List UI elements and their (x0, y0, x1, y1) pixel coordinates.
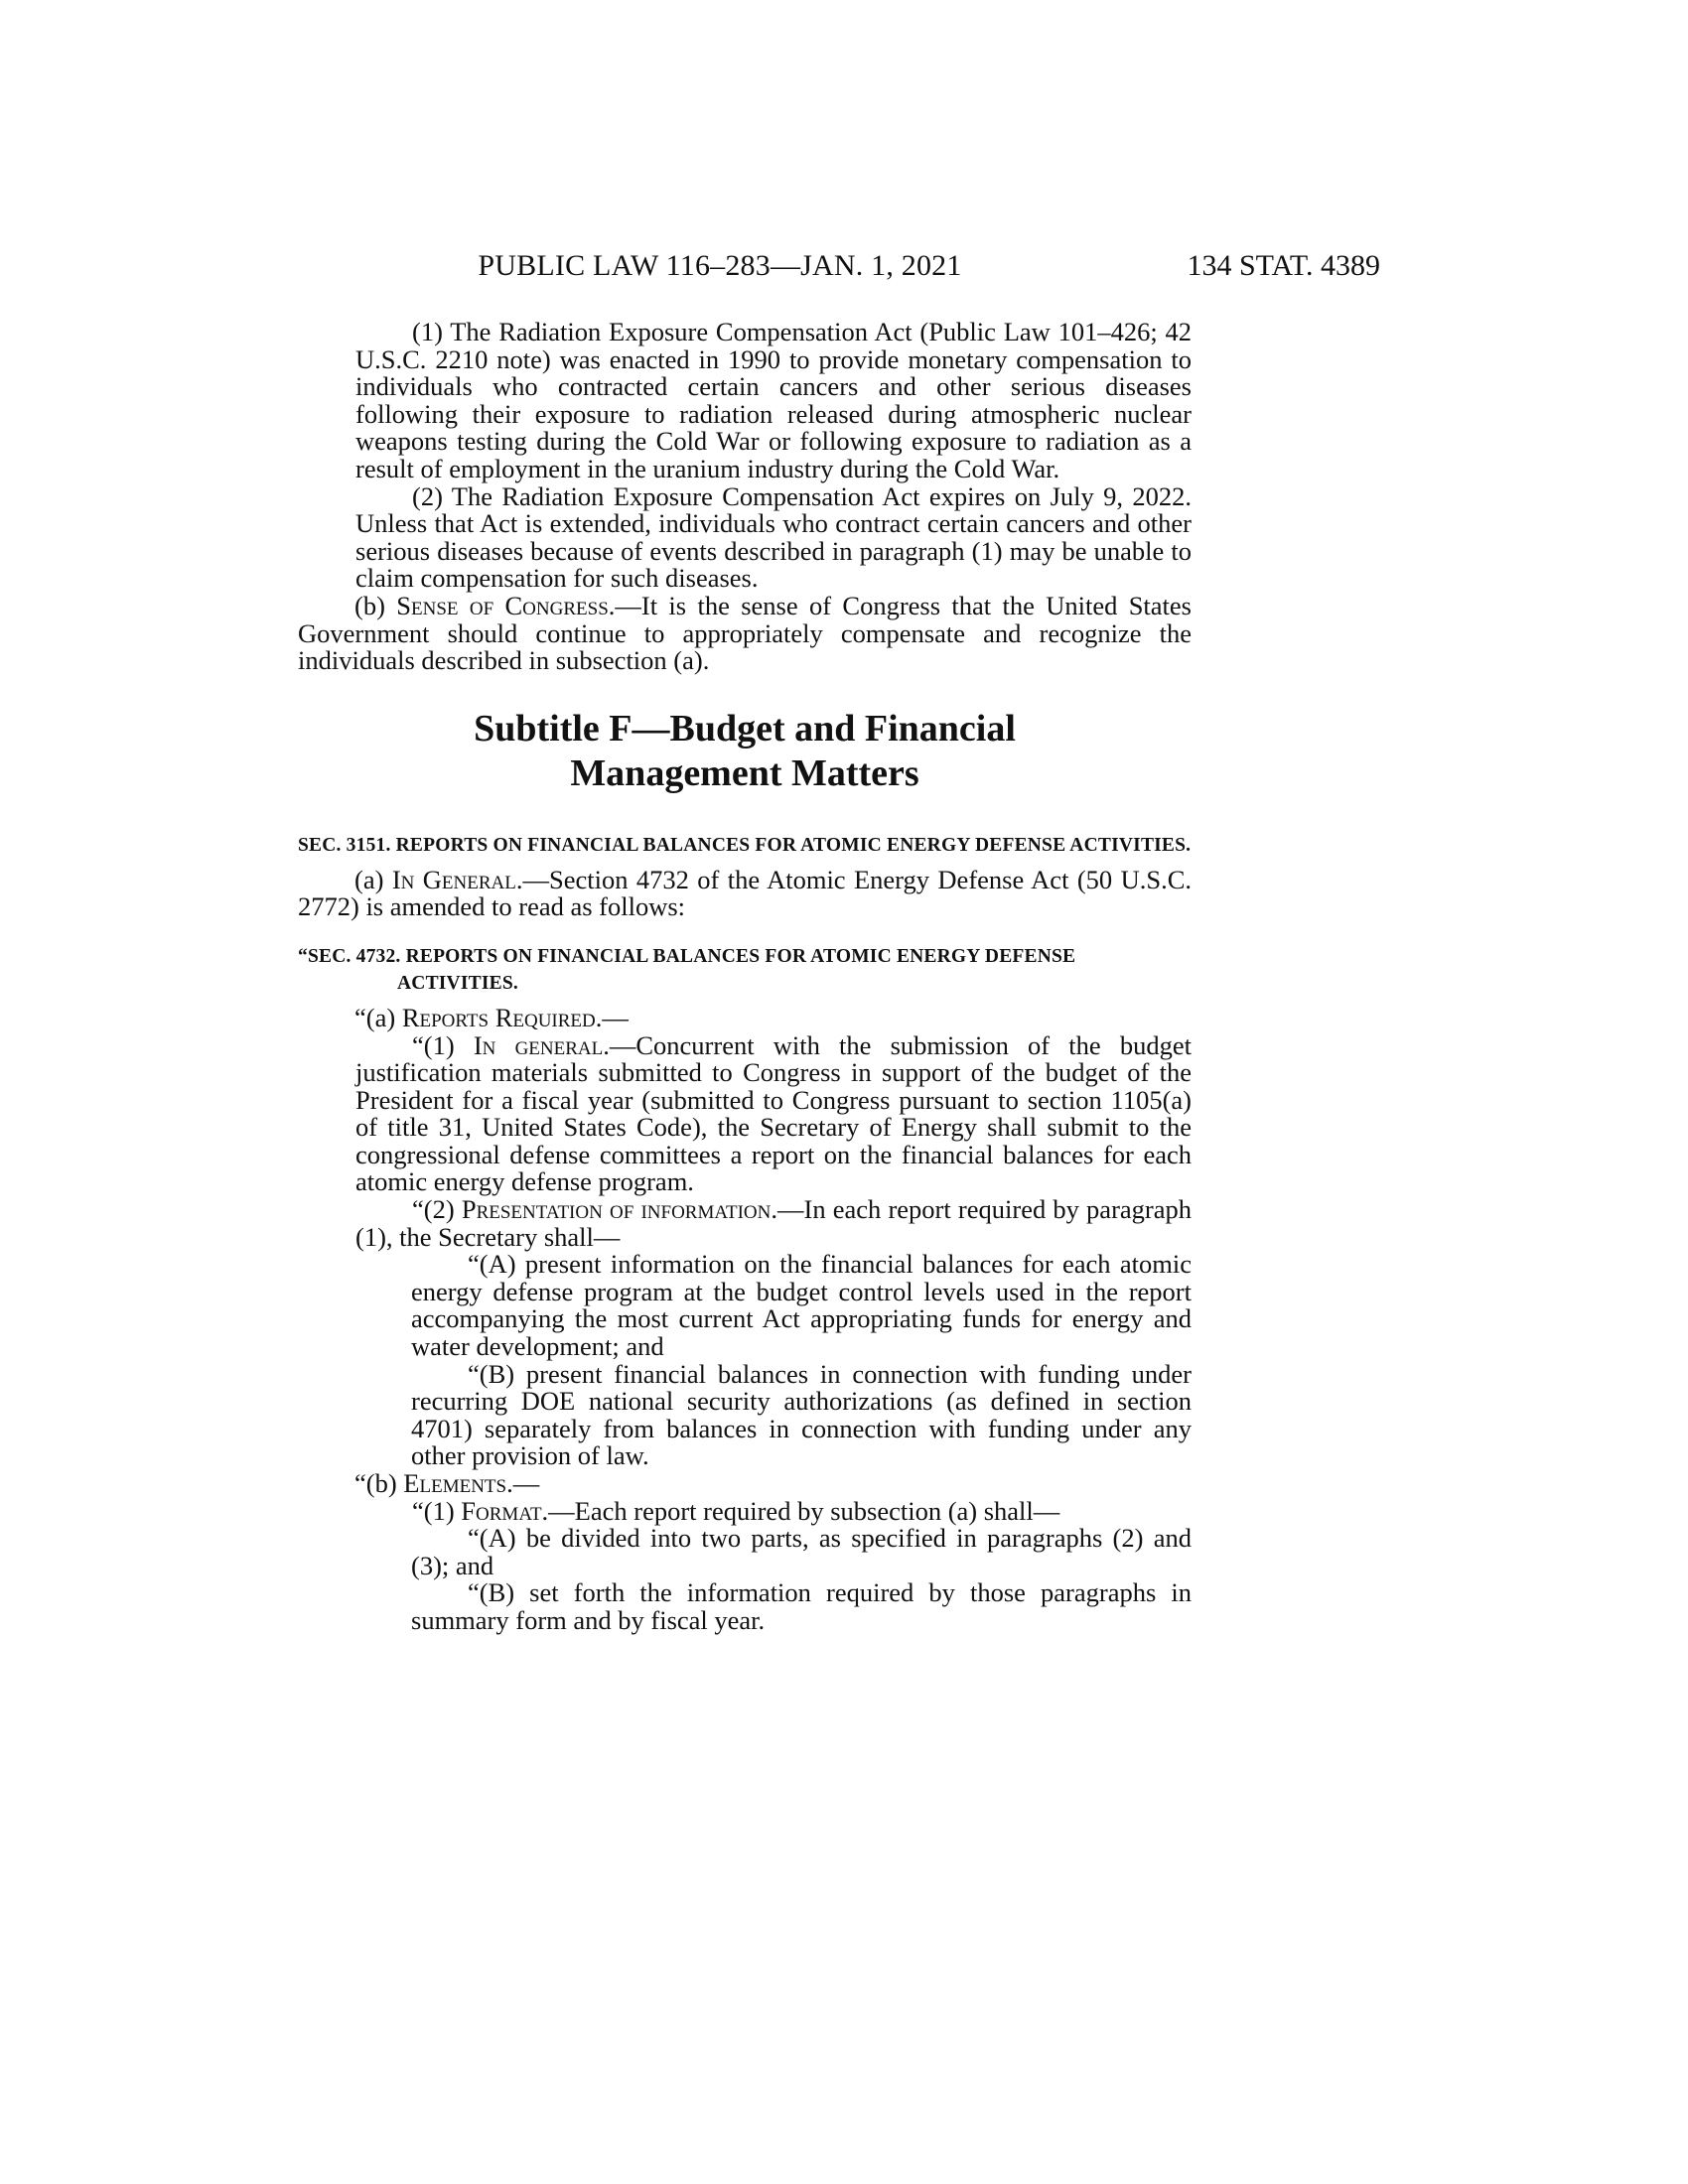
finding-paragraph-1: (1) The Radiation Exposure Compensation Act (Public Law 101–426; 42 U.S.C. 2210 note) was enacted in 1990 to provide monetary compensation to individuals who contracted certain cancers and other serious diseases following their exposure to radiation released during atmospheric nuclear weapons testing during the Cold War or following exposure to radiation as a result of employment in the uranium industry during the Cold War. (355, 317, 1192, 483)
sec4732-a-suffix: .— (595, 1002, 629, 1032)
sec3151-a-prefix: (a) (354, 864, 392, 894)
section-3151-subsection-a (298, 864, 1192, 922)
finding-paragraph-2: (2) The Radiation Exposure Compensation Act expires on July 9, 2022. Unless that Act is extended, individuals who contract certain cancers and other serious diseases because of events described in paragraph (1) may be unable to claim compensation for such diseases. (355, 480, 1192, 594)
sec4732-a-prefix: “(a) (354, 1002, 402, 1032)
sec4732-a2-prefix: “(2) (412, 1194, 462, 1225)
sec4732-a-heading: Reports Required (401, 1002, 596, 1032)
sec4732-b1-prefix: “(1) (412, 1495, 462, 1526)
section-3151-heading: SEC. 3151. REPORTS ON FINANCIAL BALANCES FOR ATOMIC ENERGY DEFENSE ACTIVITIES. (298, 834, 1192, 856)
subtitle-line-2: Management Matters (570, 751, 919, 794)
sense-text: .—It is the sense of Congress that the United States Government should continue to appropriately compensate and recognize the individuals described in subsection (a). (298, 590, 1192, 676)
sec4732-b-prefix: “(b) (354, 1468, 404, 1498)
subtitle-line-1: Subtitle F—Budget and Financial (474, 707, 1016, 750)
section-4732-b1-B-paragraph: “(B) set forth the information required by those paragraphs in summary form and by fiscal year. (411, 1577, 1192, 1635)
section-4732-a1-paragraph (298, 1029, 1192, 1197)
subtitle-heading (298, 707, 1192, 796)
section-4732-a2-A-paragraph: “(A) present information on the financial balances for each atomic energy defense program at the budget control levels used in the report accompanying the most current Act appropriating funds for energy and water development; and (411, 1249, 1192, 1362)
sec4732-a1-text: .—Concurrent with the submission of the budget justification materials submitted to Congress in support of the budget of the President for a fiscal year (submitted to Congress pursuant to section 1105(a) of title 31, United States Code), the Secretary of Energy shall submit to the congressional defense committees a report on the financial balances for each atomic energy defense program. (355, 1029, 1192, 1197)
sec4732-a2-heading: Presentation of information (461, 1194, 772, 1225)
sec4732-a2-text: .—In each report required by paragraph (1), the Secretary shall— (355, 1194, 1192, 1252)
sec4732-a1-heading: In general (473, 1029, 604, 1060)
sec4732-b-suffix: .— (506, 1468, 540, 1498)
sense-heading: Sense of Congress (396, 590, 609, 620)
sec4732-b1-text: .—Each report required by subsection (a) shall— (541, 1495, 1060, 1526)
section-4732-a2-paragraph (298, 1196, 1192, 1251)
sec4732-a1-prefix: “(1) (412, 1029, 474, 1060)
running-header-page-ref: 134 STAT. 4389 (1187, 249, 1380, 282)
section-4732-b1-A-paragraph: “(A) be divided into two parts, as specified in paragraphs (2) and (3); and (411, 1523, 1192, 1580)
sec3151-a-text: .—Section 4732 of the Atomic Energy Defense Act (50 U.S.C. 2772) is amended to read as follows: (298, 864, 1192, 922)
section-4732-subsection-b-heading (298, 1470, 1192, 1498)
sense-of-congress-paragraph (298, 590, 1192, 676)
sense-prefix: (b) (354, 590, 397, 620)
sec3151-a-heading: In General (391, 864, 516, 894)
body-text (298, 319, 1192, 1635)
section-4732-subsection-a-heading (298, 1002, 1192, 1032)
sec4732-b1-heading: Format (461, 1495, 542, 1526)
running-header-title: PUBLIC LAW 116–283—JAN. 1, 2021 (478, 249, 962, 282)
sec4732-b-heading: Elements (403, 1468, 507, 1498)
section-4732-heading: “SEC. 4732. REPORTS ON FINANCIAL BALANCES FOR ATOMIC ENERGY DEFENSE ACTIVITIES. (298, 945, 1076, 994)
section-4732-b1-paragraph (298, 1495, 1192, 1526)
section-4732-a2-B-paragraph: “(B) present financial balances in connection with funding under recurring DOE national security authorizations (as defined in section 4701) separately from balances in connection with funding under any other provision of law. (411, 1358, 1192, 1471)
